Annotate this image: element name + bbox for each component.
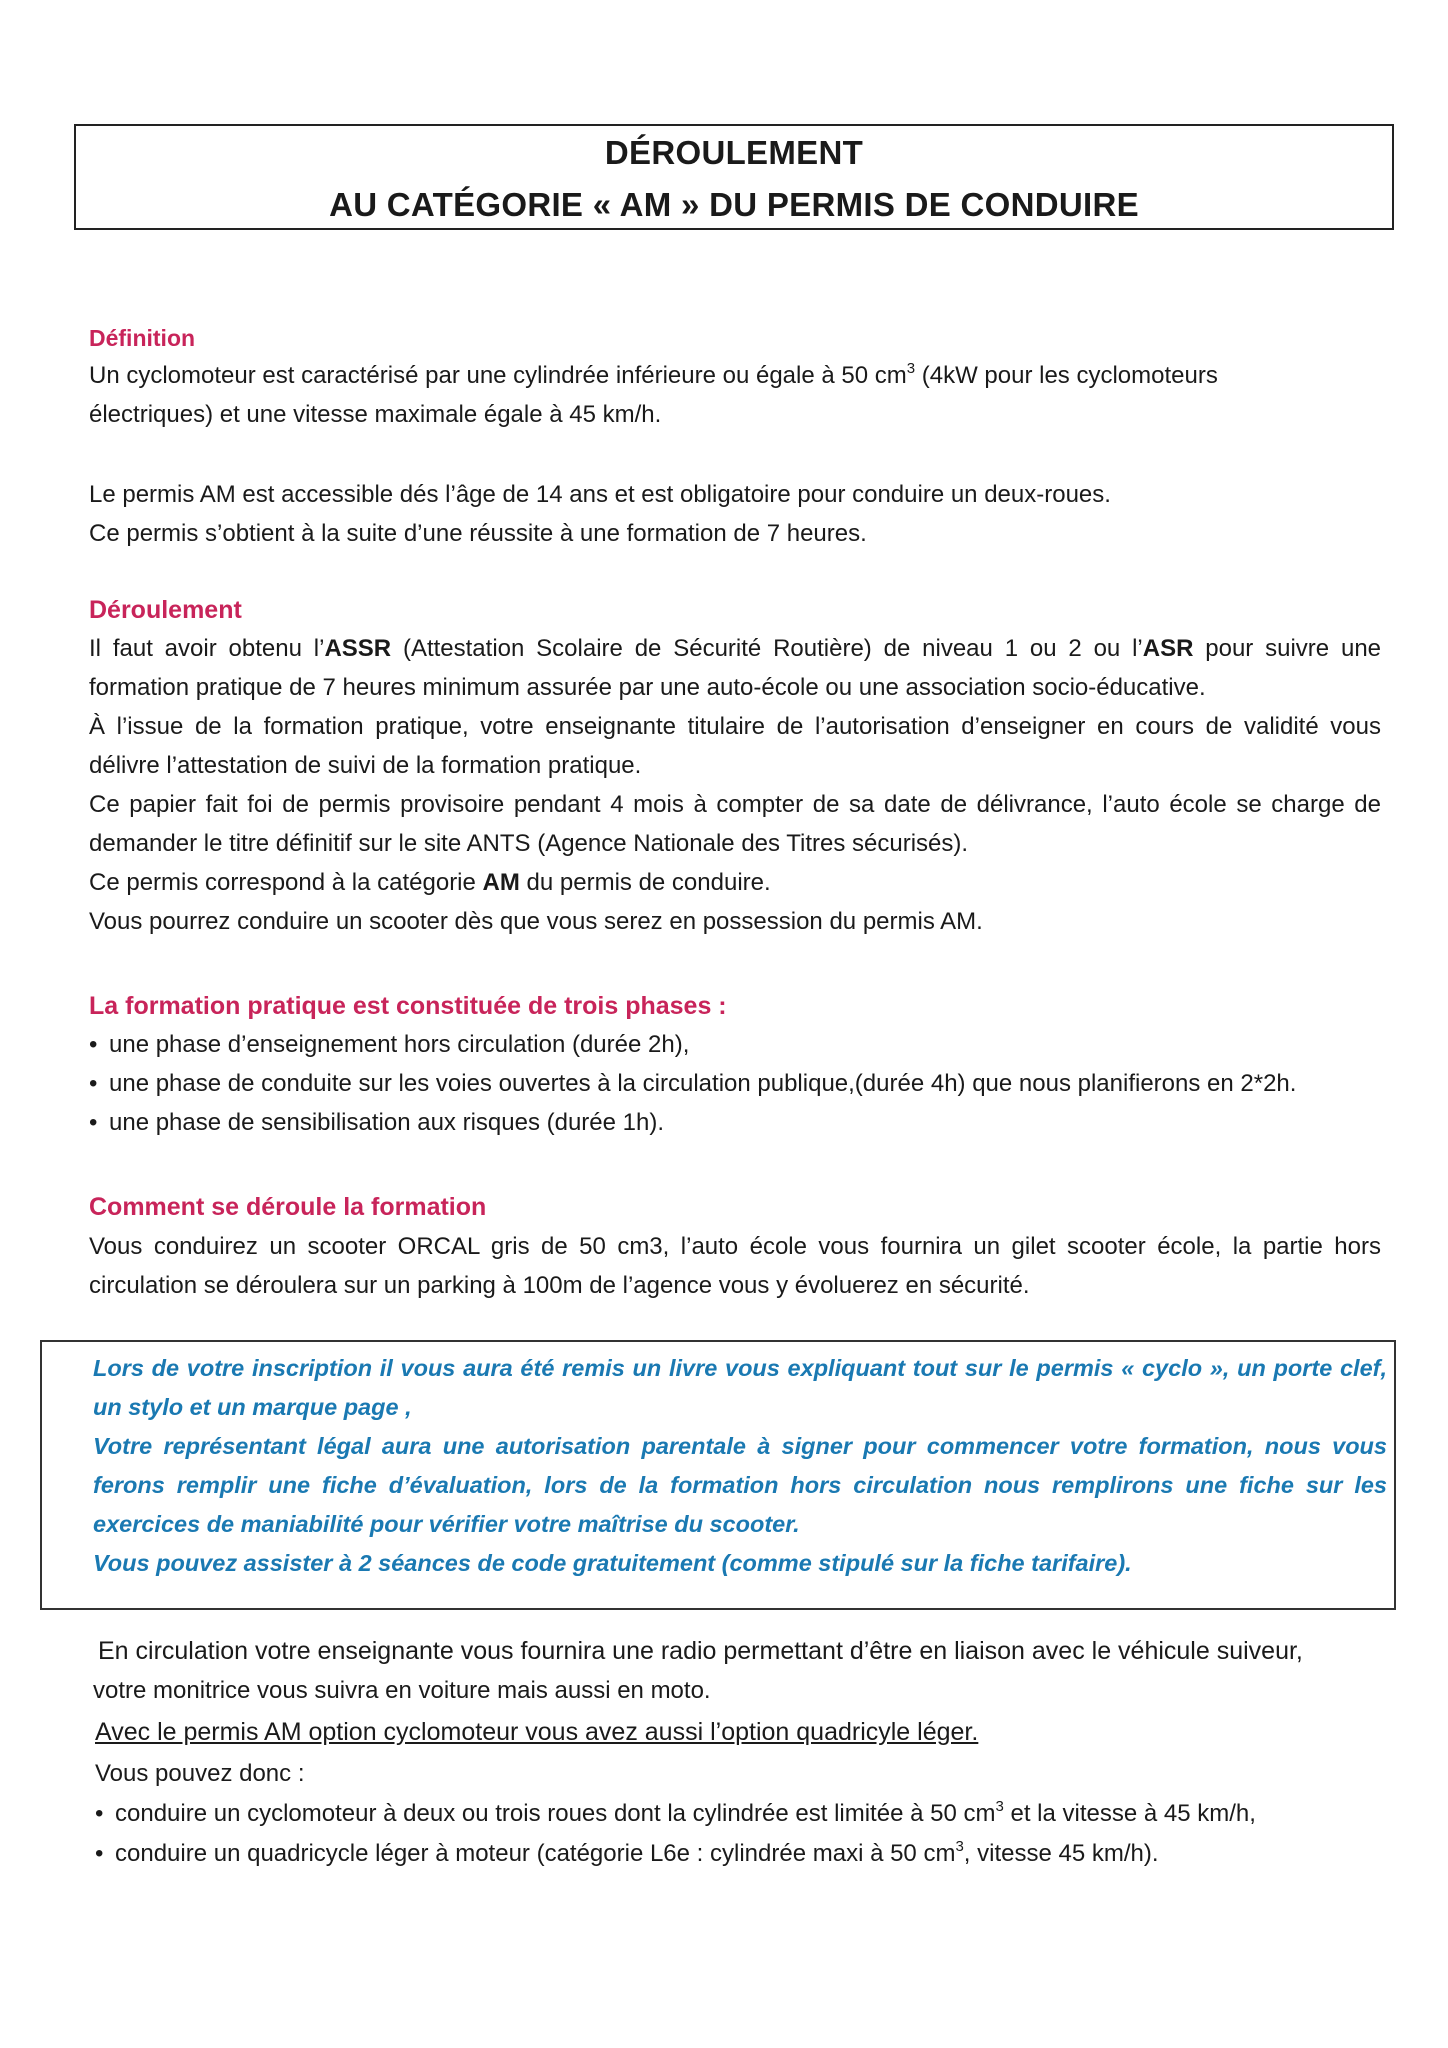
deroulement-heading: Déroulement	[89, 596, 242, 624]
deroulement-line-5: Ce papier fait foi de permis provisoire pendant 4 mois à compter de sa date de délivrance, l’auto école se charge de	[89, 791, 1381, 818]
circulation-item-1: • conduire un cyclomoteur à deux ou trois roues dont la cylindrée est limitée à 50 $cm^3$ et la vitesse à 45 km/h,	[95, 1798, 1256, 1827]
bullet-icon: •	[95, 1840, 104, 1867]
deroulement-line-6: demander le titre définitif sur le site ANTS (Agence Nationale des Titres sécurisés).	[89, 830, 969, 857]
deroulement-line-1: Il faut avoir obtenu l’ASSR (Attestation Scolaire de Sécurité Routière) de niveau 1 ou 2 ou l’ASR pour suivre une	[89, 635, 1382, 662]
bullet-icon: •	[89, 1031, 98, 1058]
circulation-item-2: • conduire un quadricycle léger à moteur (catégorie L6e : cylindrée maxi à 50 $cm^3$, vitesse 45 km/h).	[95, 1838, 1159, 1867]
bullet-icon: •	[95, 1800, 104, 1827]
comment-heading: Comment se déroule la formation	[89, 1193, 487, 1221]
formation-item-1: • une phase d’enseignement hors circulation (durée 2h),	[89, 1031, 690, 1058]
definition-heading: Définition	[89, 325, 196, 351]
info-line-6: Vous pouvez assister à 2 séances de code gratuitement (comme stipulé sur la fiche tarifaire).	[93, 1550, 1132, 1576]
info-line-4: ferons remplir une fiche d’évaluation, lors de la formation hors circulation nous remplirons une fiche sur les	[93, 1472, 1387, 1498]
definition-line-4: Ce permis s’obtient à la suite d’une réussite à une formation de 7 heures.	[89, 520, 867, 547]
formation-item-2: • une phase de conduite sur les voies ouvertes à la circulation publique,(durée 4h) que nous planifierons en 2*2h.	[89, 1070, 1297, 1097]
deroulement-line-3: À l’issue de la formation pratique, votre enseignante titulaire de l’autorisation d’enseigner en cours de validité vous	[89, 713, 1381, 740]
info-line-5: exercices de maniabilité pour vérifier votre maîtrise du scooter.	[93, 1511, 800, 1537]
formation-item-3: • une phase de sensibilisation aux risques (durée 1h).	[89, 1109, 665, 1136]
info-line-2: un stylo et un marque page ,	[93, 1394, 412, 1420]
info-line-3: Votre représentant légal aura une autorisation parentale à signer pour commencer votre formation, nous vous	[93, 1433, 1387, 1459]
bullet-icon: •	[89, 1070, 98, 1097]
document-title: DÉROULEMENT	[604, 134, 864, 171]
comment-line-1: Vous conduirez un scooter ORCAL gris de 50 cm3, l’auto école vous fournira un gilet scooter école, la partie hors	[89, 1233, 1381, 1260]
title-box	[74, 124, 1394, 230]
deroulement-line-2: formation pratique de 7 heures minimum assurée par une auto-école ou une association socio-éducative.	[89, 674, 1206, 701]
deroulement-line-8: Vous pourrez conduire un scooter dès que vous serez en possession du permis AM.	[89, 908, 983, 935]
document-subtitle: AU CATÉGORIE « AM » DU PERMIS DE CONDUIRE	[329, 186, 1139, 223]
comment-line-2: circulation se déroulera sur un parking à 100m de l’agence vous y évoluerez en sécurité.	[89, 1272, 1030, 1299]
bullet-icon: •	[89, 1109, 98, 1136]
circulation-line-1: En circulation votre enseignante vous fournira une radio permettant d’être en liaison avec le véhicule suiveur,	[98, 1637, 1303, 1665]
circulation-line-2: votre monitrice vous suivra en voiture mais aussi en moto.	[93, 1677, 711, 1704]
formation-heading: La formation pratique est constituée de trois phases :	[89, 992, 727, 1020]
vous-pouvez-donc: Vous pouvez donc :	[95, 1760, 305, 1787]
quadricycle-option-line: Avec le permis AM option cyclomoteur vous avez aussi l’option quadricyle léger.	[95, 1718, 979, 1746]
definition-line-3: Le permis AM est accessible dés l’âge de 14 ans et est obligatoire pour conduire un deux-roues.	[89, 481, 1111, 508]
info-line-1: Lors de votre inscription il vous aura été remis un livre vous expliquant tout sur le permis « cyclo », un porte clef,	[93, 1355, 1387, 1381]
definition-line-1: Un cyclomoteur est caractérisé par une cylindrée inférieure ou égale à 50 $cm^3$ (4kW pour les cyclomoteurs	[89, 360, 1218, 389]
definition-line-2: électriques) et une vitesse maximale égale à 45 km/h.	[89, 401, 662, 428]
deroulement-line-4: délivre l’attestation de suivi de la formation pratique.	[89, 752, 642, 779]
deroulement-line-7: Ce permis correspond à la catégorie AM du permis de conduire.	[89, 869, 771, 896]
